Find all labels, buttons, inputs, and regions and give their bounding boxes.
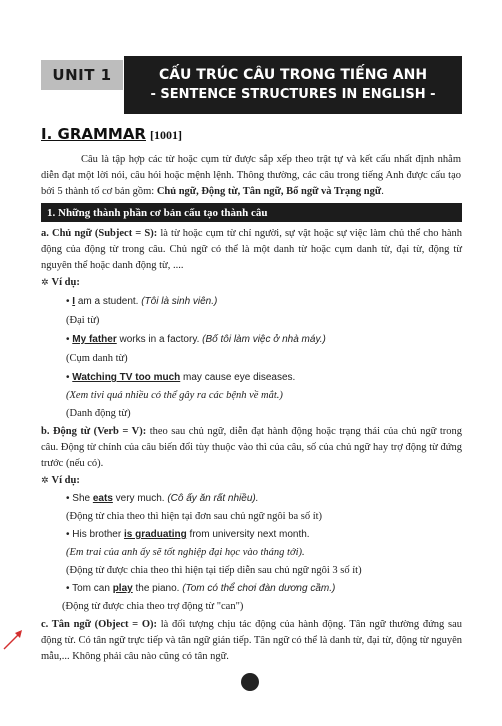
example-b3: • Tom can play the piano. (Tom có thể chơi đàn dương cầm.) (66, 583, 336, 594)
example-a1: • I am a student. (Tôi là sinh viên.) (66, 296, 218, 307)
object-definition (41, 617, 462, 665)
example-b2-note: (Động từ được chia theo thì hiện tại tiếp diễn sau chủ ngữ ngôi 3 số ít) (66, 565, 362, 576)
grammar-heading-text: I. GRAMMAR (41, 125, 146, 143)
unit-title-english: - SENTENCE STRUCTURES IN ENGLISH - (150, 87, 436, 102)
intro-paragraph (41, 152, 461, 200)
subject-label: a. Chủ ngữ (Subject = S): (41, 228, 158, 239)
intro-text: Câu là tập hợp các từ hoặc cụm từ được sắp xếp theo trật tự và kết cấu nhất định nhằm diễn đạt một lời nói, câu hỏi hoặc mệnh lệnh. Thông thường, các câu trong tiếng Anh được cấu tạo bởi 5 thành tố cơ bản gồm: (41, 154, 461, 197)
example-heading-b: ✲ Ví dụ: (41, 475, 80, 486)
object-label: c. Tân ngữ (Object = O): (41, 619, 158, 630)
unit-label: UNIT 1 (41, 60, 123, 90)
example-a3: • Watching TV too much may cause eye diseases. (66, 372, 296, 383)
example-a1-note: (Đại từ) (66, 315, 100, 326)
gear-icon: ✲ (41, 278, 49, 288)
grammar-heading (41, 125, 182, 143)
intro-end: . (381, 186, 384, 197)
example-b3-note: (Động từ được chia theo trợ động từ "can") (62, 601, 244, 612)
unit-title (124, 56, 462, 114)
verb-definition (41, 424, 462, 472)
object-text: là đối tượng chịu tác động của hành động. Tân ngữ thường đứng sau động từ. Có tân ngữ trực tiếp và tân ngữ gián tiếp. Tân ngữ có thể là danh từ, đại từ, động từ nguyên mẫu,... Không phải câu nào cũng có tân ngữ. (41, 619, 462, 662)
example-b2: • His brother is graduating from university next month. (66, 529, 310, 540)
subject-definition (41, 226, 462, 274)
unit-title-vietnamese: CẤU TRÚC CÂU TRONG TIẾNG ANH (158, 67, 428, 83)
example-a2: • My father works in a factory. (Bố tôi làm việc ở nhà máy.) (66, 334, 326, 345)
example-a2-note: (Cụm danh từ) (66, 353, 128, 364)
example-a3-translation: (Xem tivi quá nhiều có thể gây ra các bệnh về mắt.) (66, 390, 283, 401)
verb-text: theo sau chủ ngữ, diễn đạt hành động hoặc trạng thái của chủ ngữ trong câu. Động từ chính của câu biến đổi tùy thuộc vào thì của câu, số của chủ ngữ hay trợ động từ đứng trước (nếu có). (41, 426, 462, 469)
example-b1: • She eats very much. (Cô ấy ăn rất nhiều). (66, 493, 259, 504)
subject-text: là từ hoặc cụm từ chỉ người, sự vật hoặc sự việc làm chủ thể cho hành động của động từ trong câu. Chủ ngữ có thể là một danh từ hoặc cụm danh từ, đại từ, động từ nguyên thể hoặc danh động từ, .... (41, 228, 462, 271)
red-arrow-icon (2, 627, 26, 651)
verb-label: b. Động từ (Verb = V): (41, 426, 147, 437)
example-b1-note: (Động từ chia theo thì hiện tại đơn sau chủ ngữ ngôi ba số ít) (66, 511, 323, 522)
grammar-code: [1001] (150, 128, 182, 142)
example-heading-a: ✲ Ví dụ: (41, 277, 80, 288)
intro-components: Chủ ngữ, Động từ, Tân ngữ, Bổ ngữ và Trạng ngữ (156, 186, 382, 197)
gear-icon: ✲ (41, 476, 49, 486)
page-logo-icon (241, 673, 259, 691)
example-a3-note: (Danh động từ) (66, 408, 131, 419)
example-b2-translation: (Em trai của anh ấy sẽ tốt nghiệp đại học vào tháng tới). (66, 547, 305, 558)
section-bar: 1. Những thành phần cơ bản cấu tạo thành câu (41, 203, 462, 222)
